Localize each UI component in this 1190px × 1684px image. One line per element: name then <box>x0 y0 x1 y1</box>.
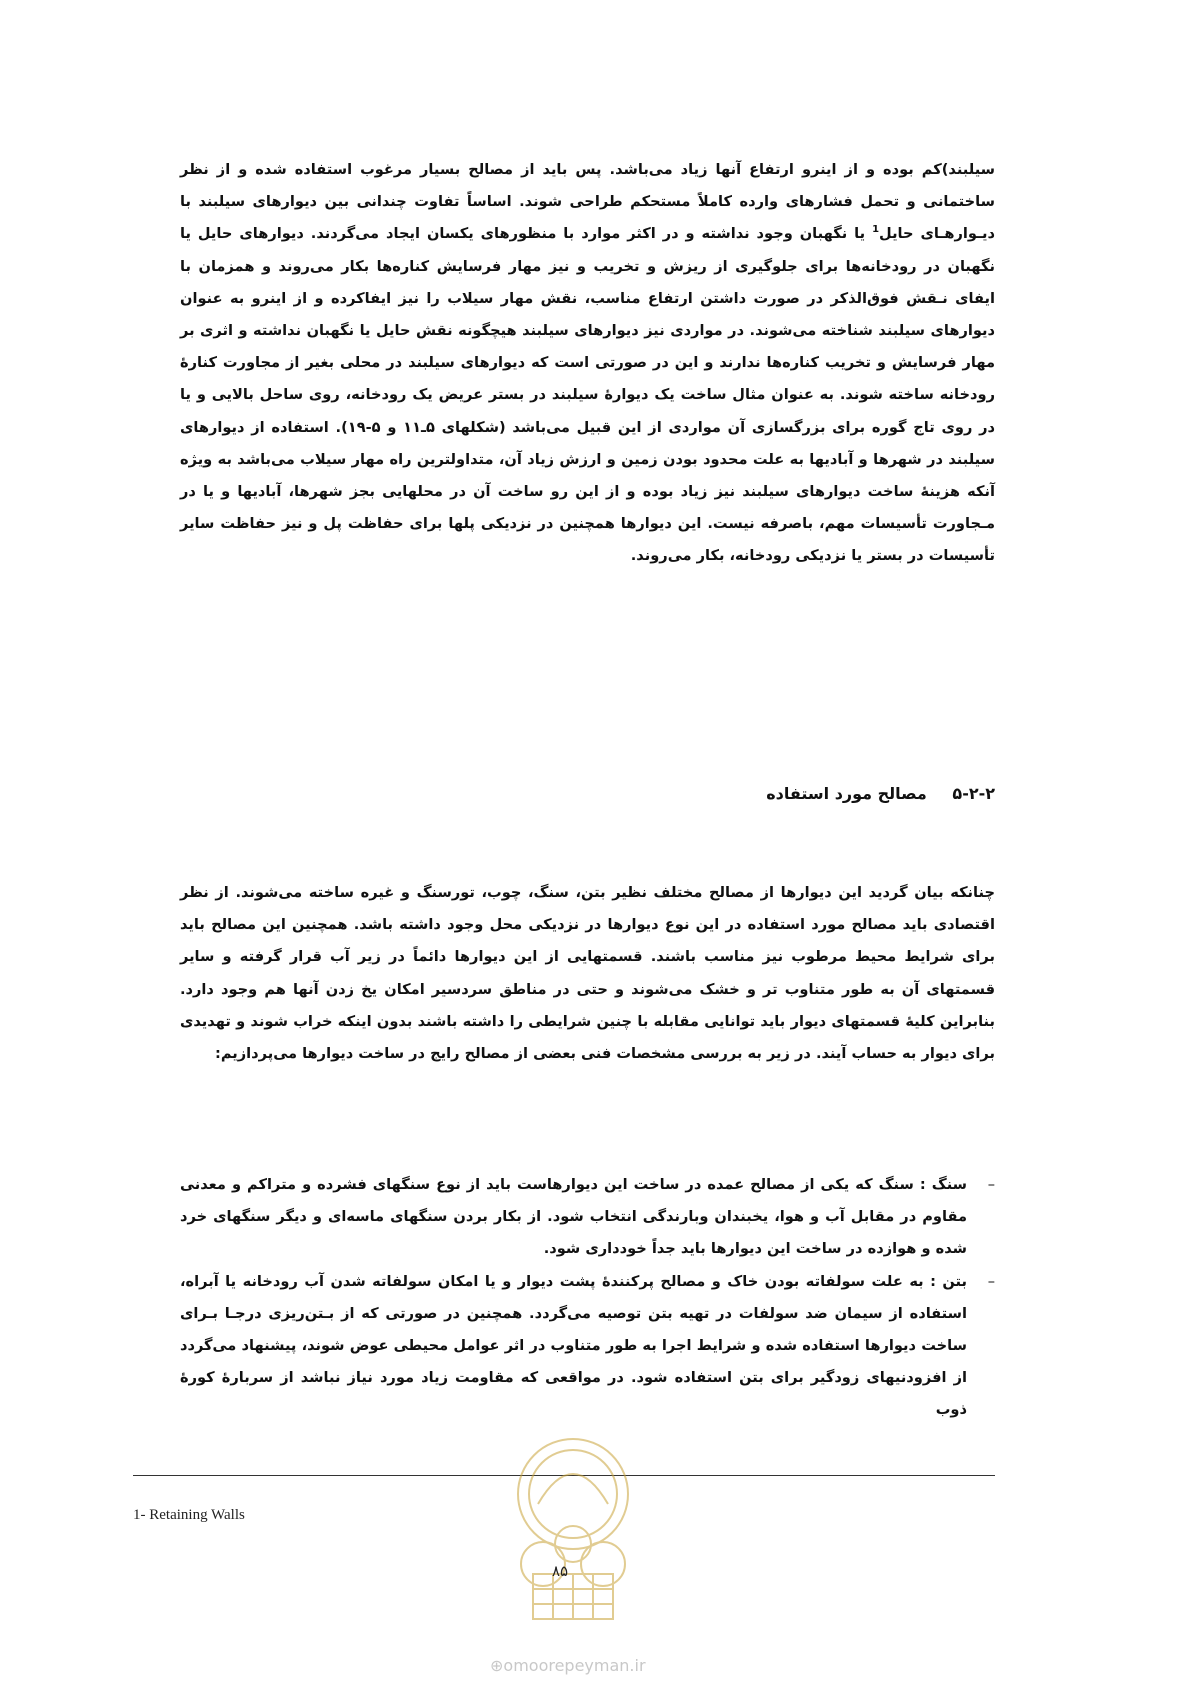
retaining-term: حایل <box>879 225 914 243</box>
section-title: مصالح مورد استفاده <box>766 784 927 803</box>
section-number: ۵-۲-۲ <box>952 784 995 803</box>
watermark-seal-logo <box>498 1424 648 1624</box>
list-item-text: به علت سولفاته بودن خاک و مصالح پرکنندهٔ پشت دیوار و یا امکان سولفاته شدن آب رودخانه یا آبراه، استفاده از سیمان ضد سولفات در تهیه بتن توصیه می‌گردد. همچنین در صورتی که از بـتن‌ریزی درجـا بـرای ساخت دیوارها استفاده شده و شرایط اجرا به طور متناوب در اثر عوامل محیطی عوض شوند، پیشنهاد می‌گردد از افزودنیهای زودگیر برای بتن استفاده شود. در مواقعی که مقاومت زیاد مورد نیاز نباشد از سربارهٔ کورهٔ ذوب <box>180 1272 967 1419</box>
bullet-dash: – <box>987 1272 995 1290</box>
watermark-url <box>490 1656 646 1675</box>
list-item-concrete <box>180 1266 995 1427</box>
footnote: 1- Retaining Walls <box>133 1507 245 1523</box>
list-item-term: سنگ : <box>919 1176 967 1193</box>
list-item-stone <box>180 1169 995 1266</box>
page-number: ۸۵ <box>552 1562 569 1580</box>
list-item-text: سنگ که یکی از مصالح عمده در ساخت این دیوارهاست باید از نوع سنگهای فشرده و متراکم و معدنی مقاوم در مقابل آب و هوا، یخبندان وبارندگی انتخاب شود. از بکار بردن سنگهای ماسه‌ای و دیگر سنگهای خرد شده و هوازده در ساخت این دیوارها باید جداً خودداری شود. <box>180 1176 967 1258</box>
globe-icon: ⊕ <box>490 1656 504 1675</box>
body-paragraph-materials: چنانکه بیان گردید این دیوارها از مصالح مختلف نظیر بتن، سنگ، چوب، تورسنگ و غیره ساخته می‌شوند. از نظر اقتصادی باید مصالح مورد استفاده در این نوع دیوارها در نزدیکی محل وجود داشته باشد. همچنین این مصالح باید برای شرایط محیط مرطوب نیز مناسب باشند. قسمتهایی از این دیوارها دائماً در زیر آب قرار گرفته و سایر قسمتهای آن به طور متناوب تر و خشک می‌شوند و حتی در مناطق سردسیر امکان یخ زدن آنها هم وجود دارد. بنابراین کلیهٔ قسمتهای دیوار باید توانایی مقابله با چنین شرایطی را داشته باشند بدون اینکه خراب شوند و تهدیدی برای دیوار به حساب آیند. در زیر به بررسی مشخصات فنی بعضی از مصالح رایج در ساخت دیوارها می‌پردازیم: <box>180 884 995 1063</box>
body-paragraph-intro <box>180 154 995 573</box>
paragraph-intro-continuation: یا نگهبان وجود نداشته و در اکثر موارد با منظورهای یکسان ایجاد می‌گردند. دیوارهای حایل یا نگهبان در رودخانه‌ها برای جلوگیری از ریزش و تخریب و نیز مهار فرسایش کناره‌ها بکار می‌روند و همزمان با ایفای نـقش فوق‌الذکر در صورت داشتن ارتفاع مناسب، نقش مهار سیلاب را نیز ایفاکرده و از اینرو به عنوان دیوارهای سیلبند شناخته می‌شوند. در مواردی نیز دیوارهای سیلبند هیچگونه نقش حایل یا نگهبان نداشته و اثری بر مهار فرسایش و تخریب کناره‌ها ندارند و این در صورتی است که دیوارهای سیلبند در محلی بغیر از مجاورت کنارهٔ رودخانه ساخته شوند. به عنوان مثال ساخت یک دیوارهٔ سیلبند در بستر عریض یک رودخانه، روی ساحل بالایی و یا در روی تاج گوره برای بزرگسازی آن مواردی از این قبیل می‌باشد (شکلهای ۵ـ۱۱ و ۵-۱۹). استفاده از دیوارهای سیلبند در شهرها و آبادیها به علت محدود بودن زمین و ارزش زیاد آن، متداولترین راه مهار سیلاب می‌باشد به ویژه آنکه هزینهٔ ساخت دیوارهای سیلبند نیز زیاد بوده و از این رو ساخت آن در محلهایی بجز شهرها، آبادیها و یا در مـجاورت تأسیسات مهم، باصرفه نیست. این دیوارها همچنین در نزدیکی پلها برای حفاظت پل و نیز حفاظت سایر تأسیسات در بستر یا نزدیکی رودخانه، بکار می‌روند. <box>180 225 995 565</box>
bullet-dash: – <box>987 1176 995 1193</box>
section-heading <box>766 784 995 803</box>
list-item-term: بتن : <box>930 1272 967 1290</box>
materials-list <box>180 1169 995 1427</box>
paragraph-intro-text: سیلبند)کم بوده و از اینرو ارتفاع آنها زیاد می‌باشد. پس باید از مصالح بسیار مرغوب استفاده شده و از نظر ساختمانی و تحمل فشارهای وارده کاملاً مستحکم طراحی شوند. اساساً تفاوت چندانی بین دیوارهای سیلبند با دیـوارهـای <box>180 161 995 243</box>
footnote-reference[interactable]: 1 <box>872 224 880 236</box>
watermark-url-text: omoorepeyman.ir <box>503 1656 646 1675</box>
